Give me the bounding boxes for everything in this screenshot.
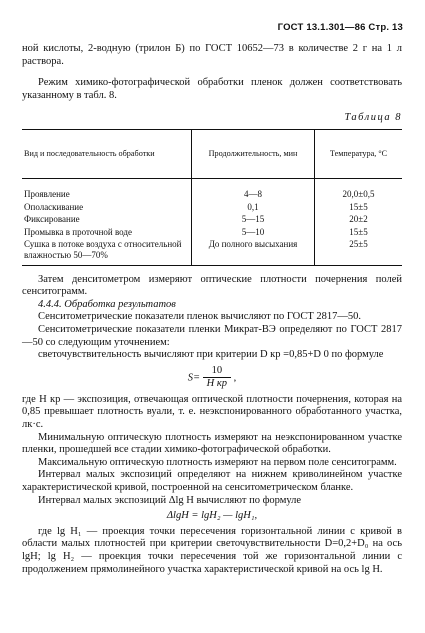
section-heading: 4.4.4. Обработка результатов [38,298,176,310]
formula-interval: ΔlgH = lgH₂ — lgH₁, [166,510,258,522]
cell-stage: Проявление [24,188,70,199]
formula-fraction [203,365,231,391]
cell-duration: 5—15 [192,213,315,226]
formula-sensitivity [22,365,402,391]
cell-temperature: 25±5 [315,238,403,265]
paragraph-6: светочувствительность вычисляют при критерии D кр =0,85+D 0 по формуле [38,349,384,361]
table-header-row [22,129,402,178]
cell-temperature: 15±5 [315,226,403,239]
table-row [22,201,402,214]
paragraph-9: Максимальную оптическую плотность измеряют на первом поле сенситограмм. [38,456,397,468]
cell-duration: До полного высыхания [192,238,315,265]
cell-duration: 0,1 [192,201,315,214]
header-stage: Вид и последовательность обработки [22,129,192,178]
paragraph-7: где H кр — экспозиция, отвечающая оптической плотности почернения, которая на 0,85 превышает плотность вуали, т. е. неэкспонированного обработанного участка, лк·с. [22,393,402,431]
header-temperature: Температура, °С [315,129,403,178]
table-label: Таблица 8 [344,112,402,124]
paragraph-12: где lg H₁ — проекция точки пересечения горизонтальной линии с кривой в области малых плотностей при критерии светочувствительности D=0,2+D₀ на ось lgH; lg H₂ — проекция точки пересечения той же горизонтальной линии с продолжением прямолинейного участка характеристической кривой на ось lg H. [22,525,402,575]
paragraph-8: Минимальную оптическую плотность измеряют на неэкспонированном участке пленки, прошедшей все стадии химико-фотографической обработки. [22,431,402,456]
paragraph-4: Сенситометрические показатели пленок вычисляют по ГОСТ 2817—50. [38,311,362,323]
cell-duration: 5—10 [192,226,315,239]
formula-tail: , [233,372,237,384]
cell-temperature: 20,0±0,5 [315,178,403,200]
cell-temperature: 20±2 [315,213,403,226]
paragraph-3: Затем денситометром измеряют оптические плотности почернения полей сенситограмм. [22,273,402,298]
table-row [22,226,402,239]
processing-table [22,129,402,266]
paragraph-5: Сенситометрические показатели пленки Микрат-ВЭ определяют по ГОСТ 2817—50 со следующим уточнением: [22,323,402,348]
main-text [22,43,402,576]
table-row [22,178,402,200]
table-row [22,213,402,226]
table-row [22,238,402,265]
cell-stage: Сушка в потоке воздуха с относительной влажностью 50—70% [22,238,192,265]
header-duration: Продолжительность, мин [192,129,315,178]
cell-duration: 4—8 [192,178,315,200]
paragraph-1: ной кислоты, 2-водную (трилон Б) по ГОСТ 10652—73 в количестве 2 г на 1 л раствора. [22,43,402,67]
cell-temperature: 15±5 [315,201,403,214]
formula-denominator: H кр [206,378,228,390]
page-header: ГОСТ 13.1.301—86 Стр. 13 [277,22,403,33]
formula-lhs: S= [187,372,201,384]
cell-stage: Фиксирование [24,214,80,225]
paragraph-10: Интервал малых экспозиций определяют на нижнем криволинейном участке характеристической кривой, построенной на сенситометрическом бланке. [22,469,402,494]
paragraph-2: Режим химико-фотографической обработки пленок должен соответствовать указанному в табл. 8. [22,77,402,101]
cell-stage: Ополаскивание [24,201,84,212]
cell-stage: Промывка в проточной воде [24,226,132,237]
paragraph-11: Интервал малых экспозиций Δlg H вычисляют по формуле [38,494,302,506]
formula-numerator: 10 [203,365,231,379]
